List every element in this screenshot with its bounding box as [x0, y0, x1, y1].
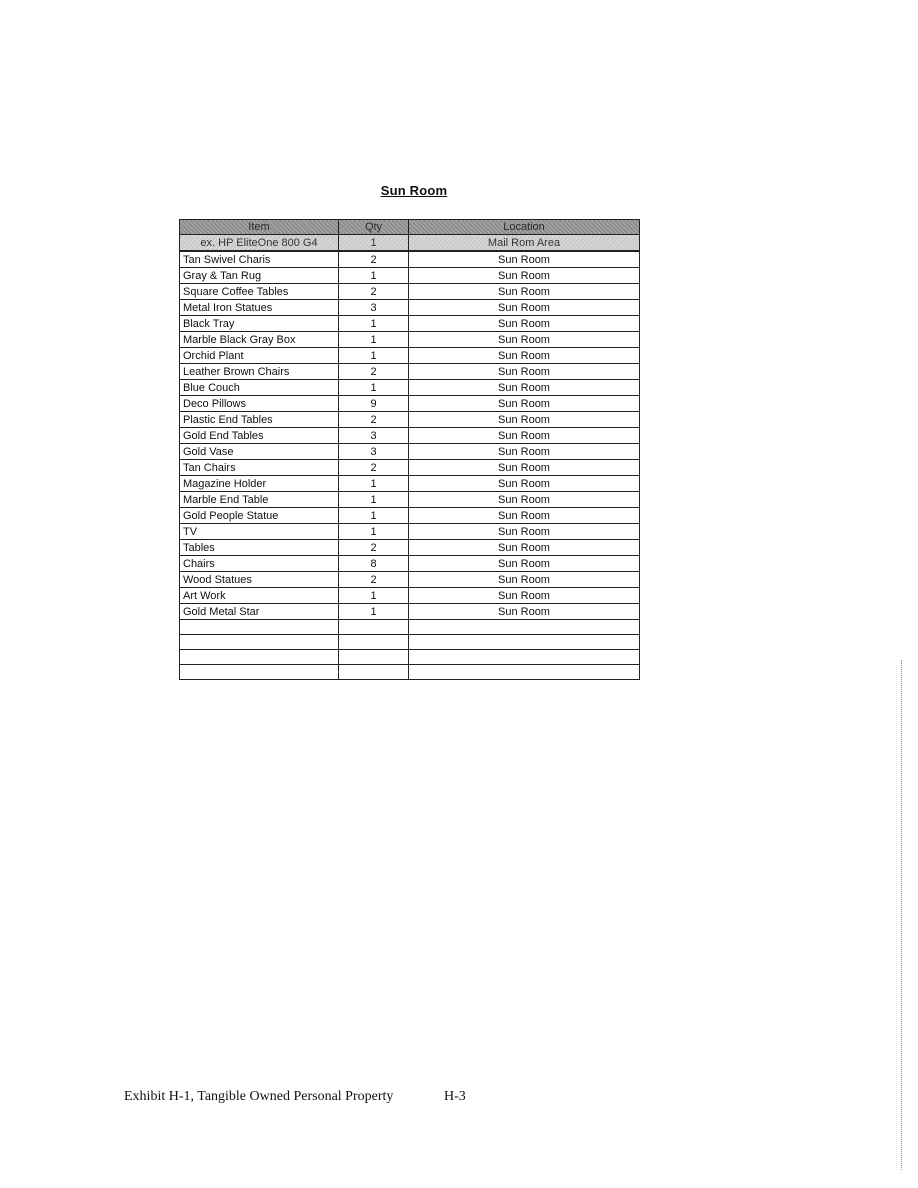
table-row	[180, 348, 640, 364]
row-item: Tables	[180, 540, 339, 556]
inventory-table	[179, 219, 640, 680]
row-qty: 3	[339, 444, 409, 460]
row-qty: 2	[339, 572, 409, 588]
table-row	[180, 524, 640, 540]
table-row	[180, 476, 640, 492]
table-row	[180, 604, 640, 620]
row-item: TV	[180, 524, 339, 540]
row-item: Tan Chairs	[180, 460, 339, 476]
row-location: Sun Room	[409, 524, 640, 540]
row-qty: 1	[339, 348, 409, 364]
row-qty: 1	[339, 268, 409, 284]
table-row	[180, 508, 640, 524]
row-item: Chairs	[180, 556, 339, 572]
row-item: Square Coffee Tables	[180, 284, 339, 300]
example-qty: 1	[339, 235, 409, 252]
row-item: Gray & Tan Rug	[180, 268, 339, 284]
row-item: Gold Vase	[180, 444, 339, 460]
row-item: Deco Pillows	[180, 396, 339, 412]
row-qty: 3	[339, 300, 409, 316]
row-item: Orchid Plant	[180, 348, 339, 364]
row-item: Metal Iron Statues	[180, 300, 339, 316]
row-item: Tan Swivel Charis	[180, 251, 339, 268]
row-location: Sun Room	[409, 268, 640, 284]
table-row	[180, 364, 640, 380]
table-row	[180, 284, 640, 300]
blank-row	[180, 665, 640, 680]
row-qty: 2	[339, 412, 409, 428]
blank-item-cell	[180, 635, 339, 650]
blank-qty-cell	[339, 620, 409, 635]
row-qty: 2	[339, 284, 409, 300]
row-location: Sun Room	[409, 540, 640, 556]
row-item: Blue Couch	[180, 380, 339, 396]
row-qty: 2	[339, 540, 409, 556]
row-location: Sun Room	[409, 251, 640, 268]
blank-location-cell	[409, 665, 640, 680]
row-location: Sun Room	[409, 412, 640, 428]
row-location: Sun Room	[409, 604, 640, 620]
row-item: Art Work	[180, 588, 339, 604]
row-item: Gold People Statue	[180, 508, 339, 524]
blank-row	[180, 650, 640, 665]
row-location: Sun Room	[409, 380, 640, 396]
row-qty: 1	[339, 332, 409, 348]
blank-qty-cell	[339, 650, 409, 665]
table-row	[180, 316, 640, 332]
table-row	[180, 492, 640, 508]
row-location: Sun Room	[409, 556, 640, 572]
row-item: Black Tray	[180, 316, 339, 332]
table-row	[180, 460, 640, 476]
row-location: Sun Room	[409, 364, 640, 380]
row-qty: 1	[339, 476, 409, 492]
row-qty: 1	[339, 604, 409, 620]
table-row	[180, 556, 640, 572]
row-qty: 1	[339, 508, 409, 524]
column-header-location: Location	[409, 220, 640, 235]
table-row	[180, 396, 640, 412]
row-location: Sun Room	[409, 476, 640, 492]
blank-item-cell	[180, 650, 339, 665]
row-qty: 1	[339, 316, 409, 332]
blank-location-cell	[409, 635, 640, 650]
blank-location-cell	[409, 620, 640, 635]
row-location: Sun Room	[409, 316, 640, 332]
column-header-item: Item	[180, 220, 339, 235]
table-row	[180, 588, 640, 604]
row-item: Marble End Table	[180, 492, 339, 508]
blank-location-cell	[409, 650, 640, 665]
footer-page-number: H-3	[444, 1089, 466, 1104]
row-location: Sun Room	[409, 588, 640, 604]
blank-qty-cell	[339, 665, 409, 680]
table-row	[180, 428, 640, 444]
row-item: Wood Statues	[180, 572, 339, 588]
row-item: Marble Black Gray Box	[180, 332, 339, 348]
row-qty: 9	[339, 396, 409, 412]
blank-qty-cell	[339, 635, 409, 650]
row-location: Sun Room	[409, 332, 640, 348]
row-location: Sun Room	[409, 348, 640, 364]
table-row	[180, 251, 640, 268]
blank-item-cell	[180, 620, 339, 635]
table-header-row	[180, 220, 640, 235]
row-location: Sun Room	[409, 396, 640, 412]
row-qty: 2	[339, 251, 409, 268]
row-qty: 1	[339, 380, 409, 396]
blank-item-cell	[180, 665, 339, 680]
table-row	[180, 332, 640, 348]
row-item: Plastic End Tables	[180, 412, 339, 428]
row-location: Sun Room	[409, 572, 640, 588]
row-qty: 1	[339, 524, 409, 540]
blank-row	[180, 620, 640, 635]
table-row	[180, 444, 640, 460]
scan-page-edge	[901, 660, 902, 1170]
column-header-qty: Qty	[339, 220, 409, 235]
row-qty: 1	[339, 588, 409, 604]
row-location: Sun Room	[409, 300, 640, 316]
row-item: Magazine Holder	[180, 476, 339, 492]
row-qty: 3	[339, 428, 409, 444]
row-location: Sun Room	[409, 428, 640, 444]
table-row	[180, 380, 640, 396]
row-qty: 2	[339, 364, 409, 380]
row-item: Leather Brown Chairs	[180, 364, 339, 380]
example-item: ex. HP EliteOne 800 G4	[180, 235, 339, 252]
table-row	[180, 268, 640, 284]
row-qty: 8	[339, 556, 409, 572]
page-title: Sun Room	[380, 183, 448, 198]
table-row	[180, 300, 640, 316]
example-row	[180, 235, 640, 252]
table-row	[180, 412, 640, 428]
row-item: Gold End Tables	[180, 428, 339, 444]
row-location: Sun Room	[409, 492, 640, 508]
row-item: Gold Metal Star	[180, 604, 339, 620]
example-location: Mail Rom Area	[409, 235, 640, 252]
row-location: Sun Room	[409, 444, 640, 460]
table-row	[180, 572, 640, 588]
row-qty: 1	[339, 492, 409, 508]
row-location: Sun Room	[409, 460, 640, 476]
table-row	[180, 540, 640, 556]
row-qty: 2	[339, 460, 409, 476]
row-location: Sun Room	[409, 284, 640, 300]
blank-row	[180, 635, 640, 650]
footer-exhibit-label: Exhibit H-1, Tangible Owned Personal Property	[124, 1089, 394, 1104]
row-location: Sun Room	[409, 508, 640, 524]
